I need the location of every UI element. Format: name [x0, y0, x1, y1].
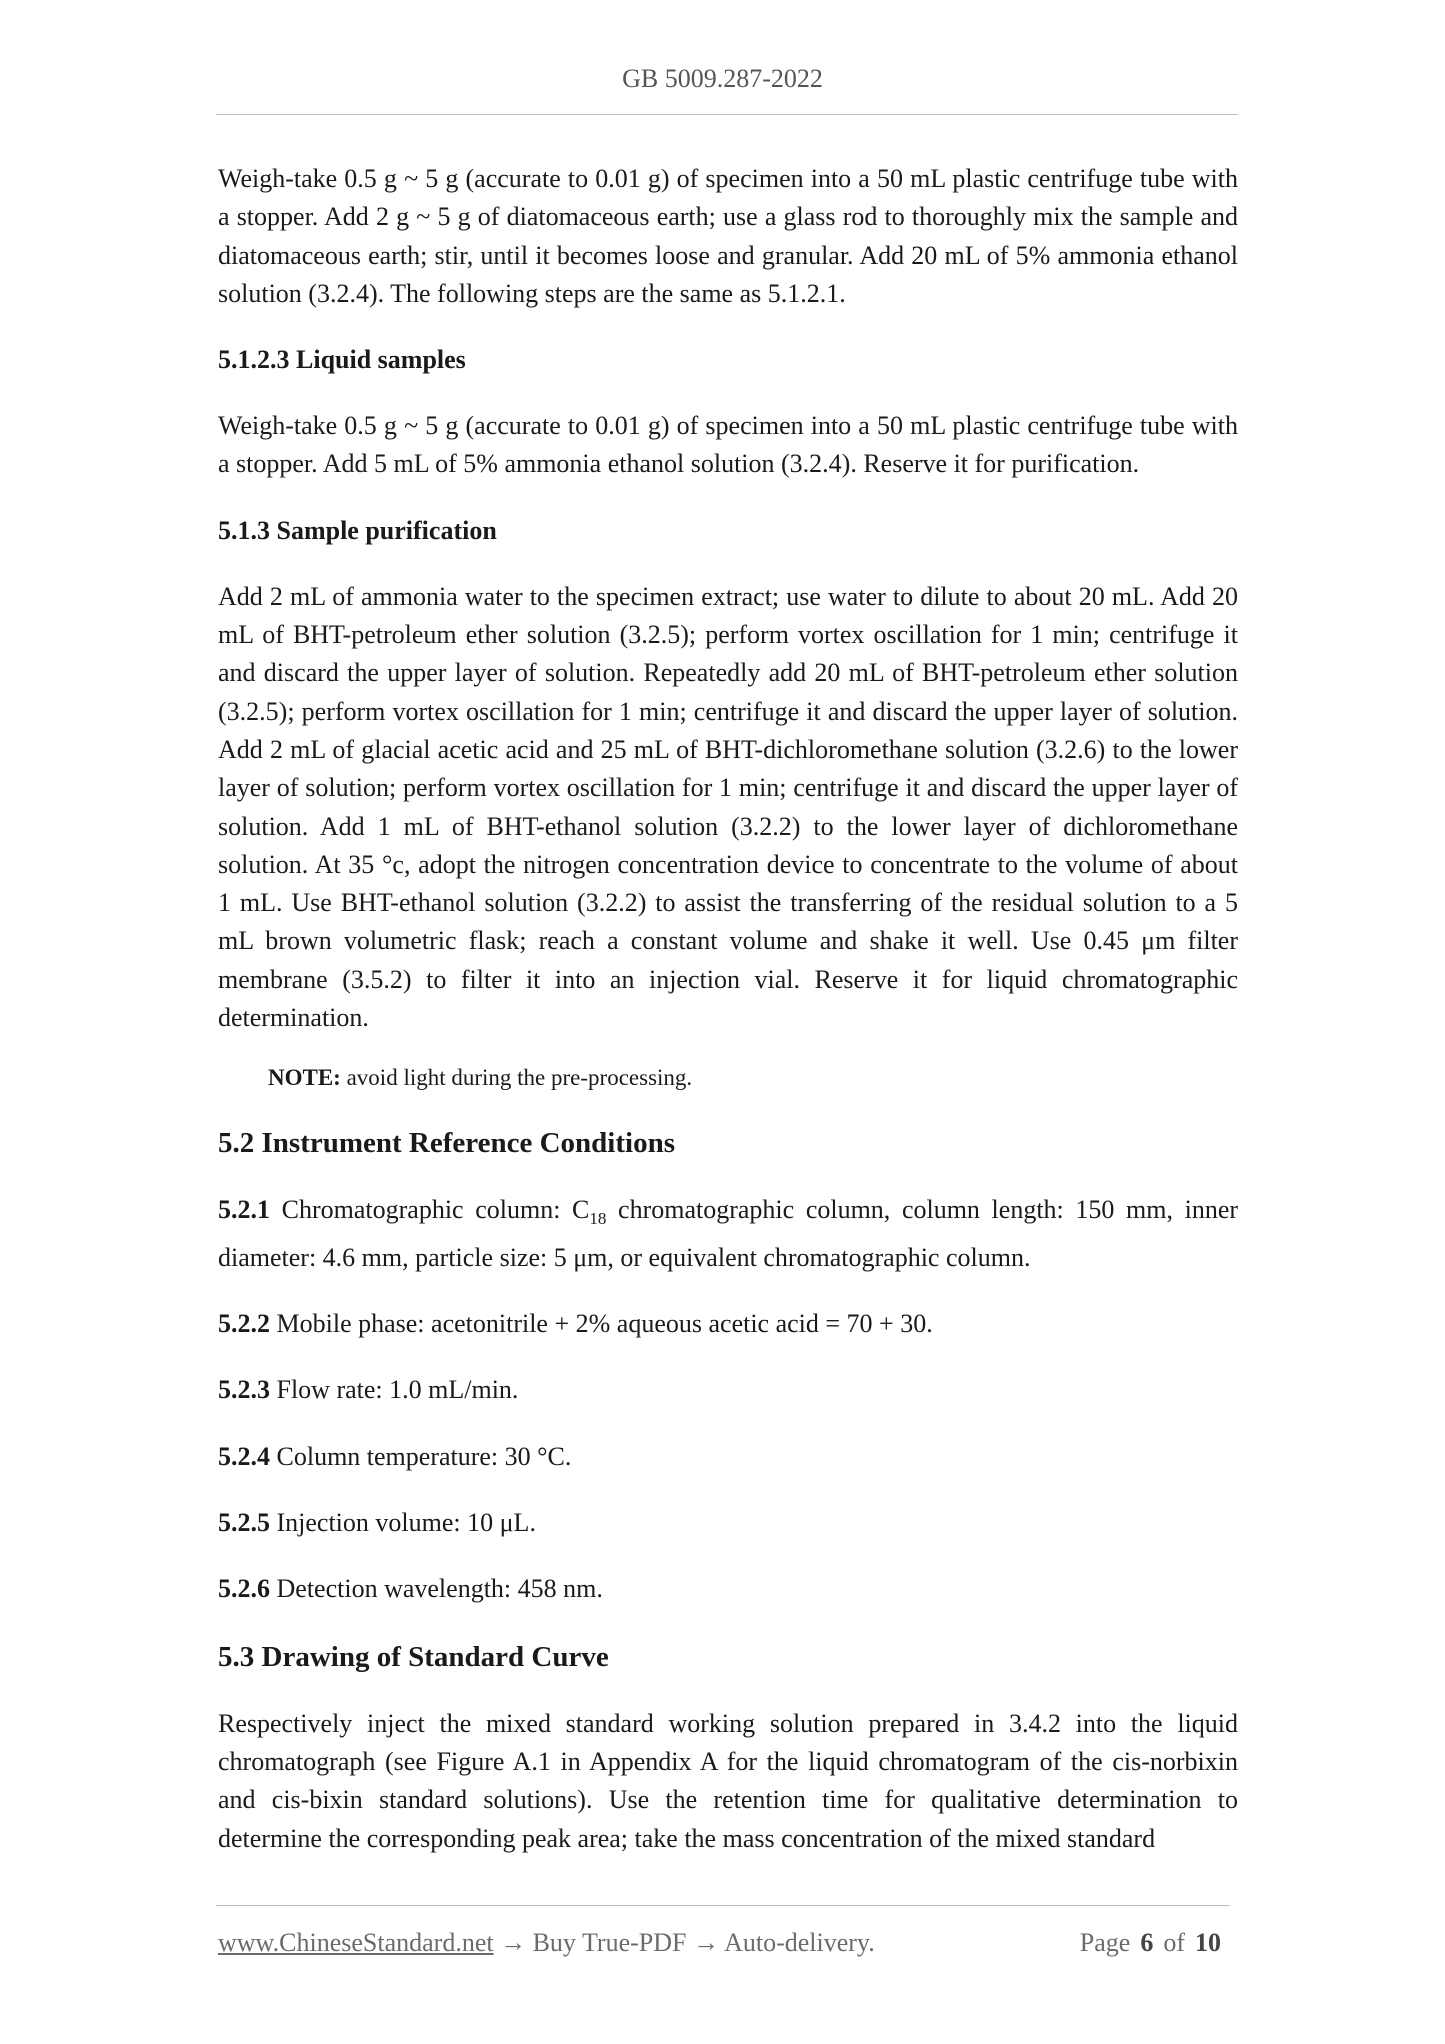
buy-true-pdf-text: Buy True-PDF	[532, 1928, 687, 1957]
clause-524	[218, 1438, 1238, 1476]
arrow-right-icon: →	[500, 1928, 527, 1957]
clause-521	[218, 1191, 1238, 1277]
footer-divider	[216, 1905, 1230, 1906]
site-link[interactable]: www.ChineseStandard.net	[218, 1928, 494, 1957]
clause-526	[218, 1570, 1238, 1608]
clause-523-text: Flow rate: 1.0 mL/min.	[276, 1375, 519, 1405]
clause-521-number: 5.2.1	[218, 1195, 270, 1225]
clause-524-number: 5.2.4	[218, 1441, 270, 1471]
clause-524-text: Column temperature: 30 °C.	[276, 1441, 572, 1471]
clause-521-subscript: 18	[589, 1209, 607, 1229]
note	[268, 1061, 1238, 1095]
clause-522	[218, 1305, 1238, 1343]
clause-526-number: 5.2.6	[218, 1574, 270, 1604]
clause-525-text: Injection volume: 10 μL.	[276, 1508, 536, 1538]
arrow-right-icon: →	[693, 1928, 719, 1957]
heading-53-standard-curve: 5.3 Drawing of Standard Curve	[218, 1640, 609, 1673]
header-divider	[216, 114, 1238, 115]
clause-521-text-a: Chromatographic column: C	[281, 1195, 590, 1225]
clause-525	[218, 1504, 1238, 1542]
page-number	[1080, 1928, 1221, 1958]
page-label: Page	[1079, 1928, 1131, 1957]
heading-5123-liquid-samples: 5.1.2.3 Liquid samples	[218, 345, 466, 375]
clause-526-text: Detection wavelength: 458 nm.	[276, 1574, 603, 1604]
paragraph-5122-body: Weigh-take 0.5 g ~ 5 g (accurate to 0.01 g) of specimen into a 50 mL plastic centrifuge tube with a stopper. Add 2 g ~ 5 g of diatomaceous earth; use a glass rod to thoroughly mix the sample and diatomaceous earth; stir, until it becomes loose and granular. Add 20 mL of 5% ammonia ethanol solution (3.2.4). The following steps are the same as 5.1.2.1.	[218, 164, 1238, 308]
clause-523	[218, 1371, 1238, 1409]
auto-delivery-text: Auto-delivery.	[724, 1928, 875, 1957]
heading-52-instrument-conditions: 5.2 Instrument Reference Conditions	[218, 1127, 675, 1160]
note-label: NOTE:	[268, 1065, 341, 1091]
clause-523-number: 5.2.3	[218, 1375, 270, 1405]
clause-525-number: 5.2.5	[218, 1508, 270, 1538]
page-total: 10	[1195, 1928, 1221, 1957]
footer-promo	[218, 1928, 875, 1958]
clause-522-text: Mobile phase: acetonitrile + 2% aqueous acetic acid = 70 + 30.	[276, 1309, 933, 1339]
paragraph-513-body: Add 2 mL of ammonia water to the specimen extract; use water to dilute to about 20 mL. Add 20 mL of BHT-petroleum ether solution (3.2.5); perform vortex oscillation for 1 min; centrifuge it and discard the upper layer of solution. Repeatedly add 20 mL of BHT-petroleum ether solution (3.2.5); perform vortex oscillation for 1 min; centrifuge it and discard the upper layer of solution. Add 2 mL of glacial acetic acid and 25 mL of BHT-dichloromethane solution (3.2.6) to the lower layer of solution; perform vortex oscillation for 1 min; centrifuge it and discard the upper layer of solution. Add 1 mL of BHT-ethanol solution (3.2.2) to the lower layer of dichloromethane solution. At 35 °c, adopt the nitrogen concentration device to concentrate to the volume of about 1 mL. Use BHT-ethanol solution (3.2.2) to assist the transferring of the residual solution to a 5 mL brown volumetric flask; reach a constant volume and shake it well. Use 0.45 μm filter membrane (3.5.2) to filter it into an injection vial. Reserve it for liquid chromatographic determination.	[218, 581, 1238, 1033]
paragraph-53-body: Respectively inject the mixed standard working solution prepared in 3.4.2 into the liquid chromatograph (see Figure A.1 in Appendix A for the liquid chromatogram of the cis-norbixin and cis-bixin standard solutions). Use the retention time for qualitative determination to determine the corresponding peak area; take the mass concentration of the mixed standard	[218, 1708, 1238, 1853]
paragraph-5123-body: Weigh-take 0.5 g ~ 5 g (accurate to 0.01 g) of specimen into a 50 mL plastic centrifuge tube with a stopper. Add 5 mL of 5% ammonia ethanol solution (3.2.4). Reserve it for purification.	[218, 411, 1238, 479]
heading-513-sample-purification: 5.1.3 Sample purification	[218, 515, 497, 545]
page-of-label: of	[1163, 1928, 1185, 1957]
page-content	[218, 160, 1238, 1886]
note-text: avoid light during the pre-processing.	[346, 1065, 693, 1091]
document-header: GB 5009.287-2022	[622, 64, 823, 93]
page-current: 6	[1140, 1928, 1154, 1957]
clause-521-text-b: chromatographic column, column length: 150 mm, inner diameter: 4.6 mm, particle size: 5 μm, or equivalent chromatographic column.	[218, 1195, 1239, 1272]
clause-522-number: 5.2.2	[218, 1309, 270, 1339]
